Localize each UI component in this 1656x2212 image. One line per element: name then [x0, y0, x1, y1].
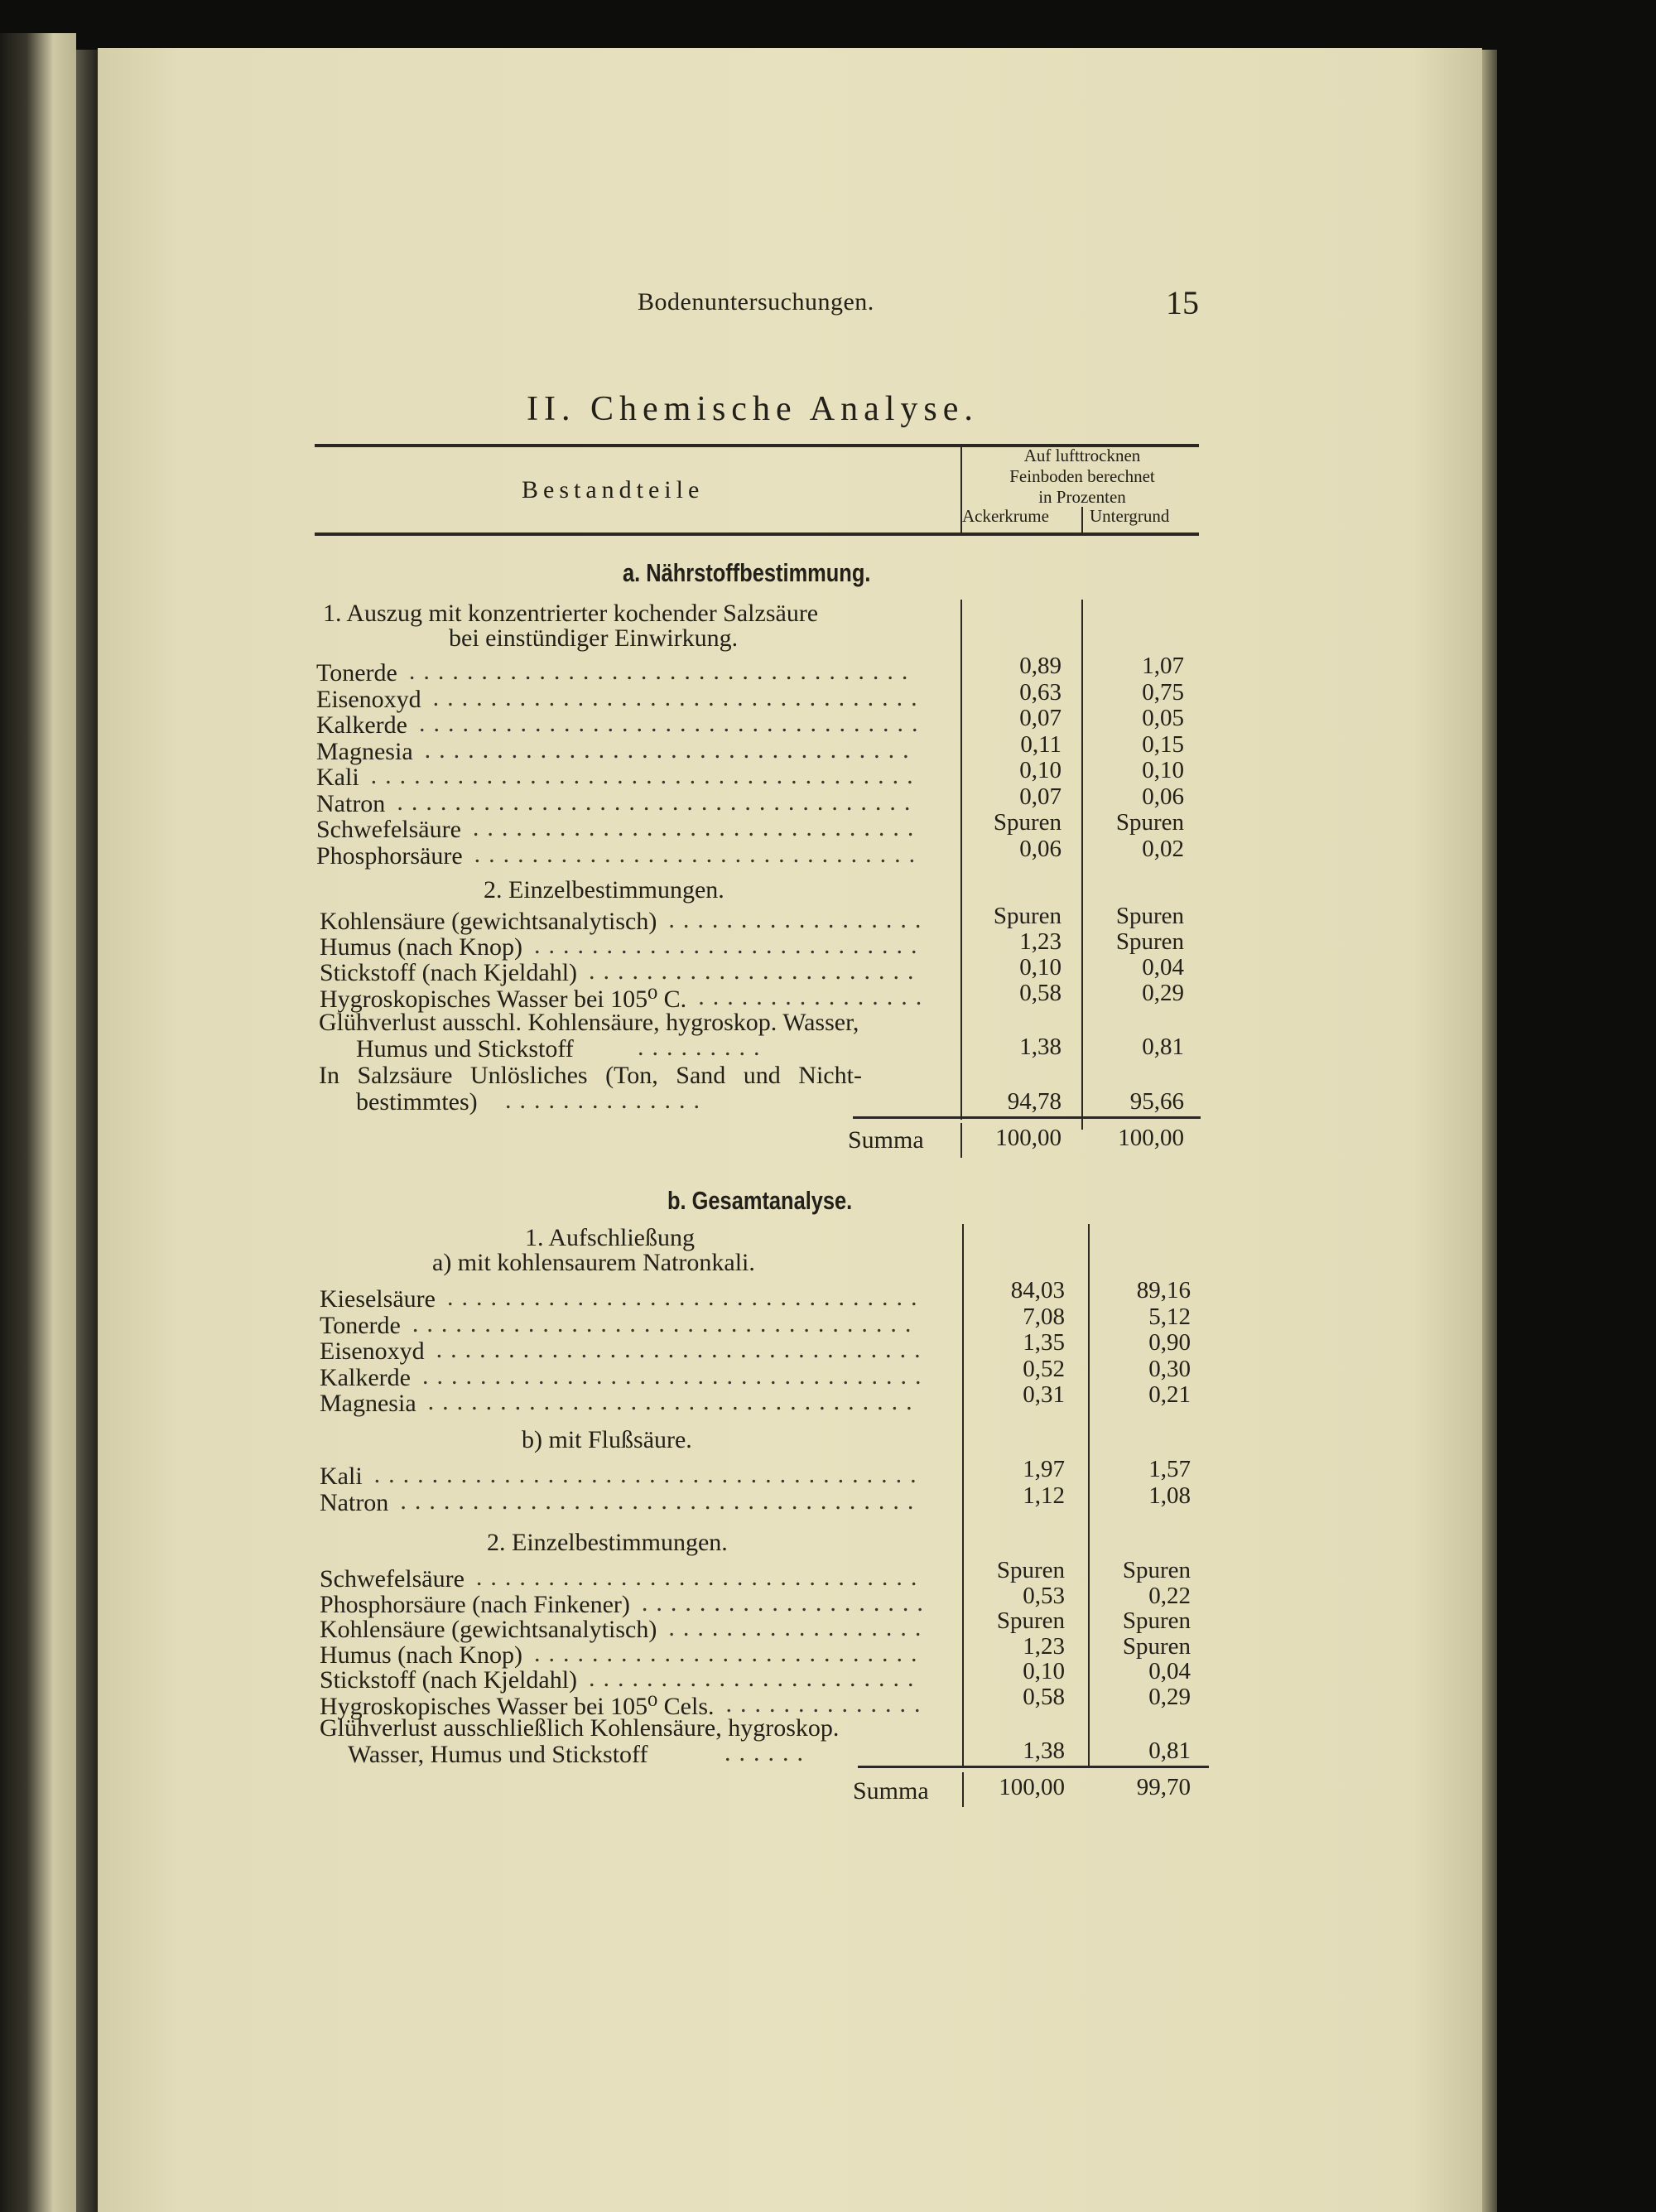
row-label: Humus (nach Knop) — [320, 933, 522, 961]
leader-dots: .................................. — [424, 735, 917, 764]
page-number: 15 — [1166, 284, 1199, 321]
header-col-divider — [1081, 507, 1083, 533]
leader-dots: .............. — [725, 1689, 929, 1718]
value-ackerkrume: Spuren — [996, 1607, 1065, 1634]
header-bestandteile: Bestandteile — [522, 476, 705, 504]
leader-dots: .................................. — [427, 1388, 921, 1415]
part-b-divider-mid — [1088, 1224, 1090, 1767]
row-label: Magnesia — [316, 737, 413, 765]
running-head: Bodenuntersuchungen. — [638, 288, 874, 316]
value-untergrund: 1,07 — [1142, 653, 1184, 679]
value-ackerkrume: 1,35 — [1023, 1329, 1065, 1356]
row-label: Kohlensäure (gewichtsanalytisch) — [320, 1616, 657, 1643]
part-b-title: b. Gesamtanalyse. — [667, 1186, 853, 1215]
value-untergrund: 1,57 — [1148, 1456, 1191, 1482]
part-a-unloeslich-2: bestimmtes) — [356, 1088, 478, 1116]
part-b-divider-left — [962, 1224, 964, 1767]
value-untergrund: 0,22 — [1148, 1582, 1191, 1609]
part-a-gluehverlust-acker: 1,38 — [1019, 1034, 1061, 1060]
part-b-gluehverlust-2: Wasser, Humus und Stickstoff — [348, 1741, 648, 1768]
value-ackerkrume: 0,89 — [1019, 653, 1061, 679]
value-ackerkrume: 0,58 — [1023, 1683, 1065, 1710]
leader-dots: ................................... — [418, 710, 927, 737]
value-ackerkrume: 0,07 — [1019, 783, 1061, 810]
leader-dots: .................................. — [436, 1336, 929, 1363]
value-untergrund: 0,04 — [1142, 954, 1184, 981]
leader-dots: ...... — [724, 1739, 811, 1766]
part-a-summa-acker: 100,00 — [995, 1125, 1061, 1151]
row-label: Kalkerde — [320, 1363, 411, 1391]
value-ackerkrume: 0,10 — [1023, 1658, 1065, 1684]
value-untergrund: Spuren — [1115, 928, 1184, 955]
part-b-summa-rule — [858, 1766, 1209, 1768]
value-ackerkrume: 7,08 — [1023, 1303, 1065, 1330]
leader-dots: .................. — [668, 906, 930, 933]
value-ackerkrume: Spuren — [996, 1557, 1065, 1583]
row-label: Kieselsäure — [320, 1285, 436, 1313]
value-untergrund: 0,30 — [1148, 1355, 1191, 1382]
row-label: Magnesia — [320, 1390, 416, 1417]
value-untergrund: 1,08 — [1148, 1482, 1191, 1509]
part-b-summa-label: Summa — [853, 1777, 929, 1805]
value-untergrund: 0,29 — [1148, 1683, 1191, 1710]
leader-dots: ...................................... — [370, 762, 922, 789]
value-ackerkrume: 1,23 — [1019, 928, 1061, 955]
value-ackerkrume: 0,10 — [1019, 757, 1061, 783]
part-b-gluehverlust-acker: 1,38 — [1023, 1737, 1065, 1764]
value-ackerkrume: Spuren — [993, 809, 1061, 836]
leader-dots: ................................. — [446, 1284, 926, 1311]
part-a-gluehverlust-2: Humus und Stickstoff — [356, 1035, 574, 1063]
header-basis — [965, 446, 1199, 508]
leader-dots: ................................... — [421, 1361, 930, 1390]
part-a-group1-title-1: 1. Auszug mit konzentrierter kochender Salzsäure — [323, 600, 819, 627]
value-ackerkrume: 0,06 — [1019, 835, 1061, 862]
part-b-group1-title: 1. Aufschließung — [525, 1224, 695, 1251]
value-untergrund: 0,06 — [1142, 783, 1184, 810]
leader-dots: .................... — [641, 1588, 932, 1617]
row-label: Stickstoff (nach Kjeldahl) — [320, 959, 578, 986]
part-b-gluehverlust-unter: 0,81 — [1148, 1737, 1191, 1764]
header-basis-line2: Feinboden berechnet — [1009, 466, 1155, 486]
header-basis-line3: in Prozenten — [1038, 487, 1126, 507]
leader-dots: .................................... — [400, 1487, 922, 1515]
part-a-gluehverlust-unter: 0,81 — [1142, 1034, 1184, 1060]
value-untergrund: 89,16 — [1136, 1277, 1191, 1304]
row-label: Humus (nach Knop) — [320, 1641, 522, 1669]
leader-dots: ......... — [638, 1034, 768, 1061]
header-col-untergrund: Untergrund — [1090, 506, 1170, 526]
value-ackerkrume: 1,97 — [1023, 1456, 1065, 1482]
part-b-group1a-title: a) mit kohlensaurem Natronkali. — [432, 1249, 755, 1276]
value-untergrund: 0,21 — [1148, 1381, 1191, 1408]
row-label: Hygroskopisches Wasser bei 105⁰ Cels. — [320, 1692, 715, 1720]
row-label: Kalkerde — [316, 711, 407, 739]
value-ackerkrume: 1,12 — [1023, 1482, 1065, 1509]
part-b-group2-title: 2. Einzelbestimmungen. — [487, 1529, 728, 1556]
row-label: Eisenoxyd — [320, 1337, 425, 1365]
row-label: Tonerde — [320, 1311, 401, 1339]
leader-dots: ............................... — [474, 840, 924, 868]
value-ackerkrume: Spuren — [993, 903, 1061, 929]
value-untergrund: Spuren — [1122, 1632, 1191, 1660]
part-b-summa-divider — [962, 1772, 964, 1807]
row-label: Tonerde — [316, 659, 397, 687]
leader-dots: ............................... — [475, 1564, 926, 1591]
value-ackerkrume: 0,07 — [1019, 705, 1061, 731]
value-untergrund: 0,05 — [1142, 705, 1184, 731]
part-b-summa-acker: 100,00 — [999, 1774, 1065, 1800]
leader-dots: .................. — [668, 1614, 930, 1641]
part-a-unloeslich-unter: 95,66 — [1129, 1088, 1184, 1115]
row-label: Eisenoxyd — [316, 685, 421, 713]
value-untergrund: Spuren — [1115, 809, 1184, 836]
row-label: Schwefelsäure — [320, 1565, 465, 1593]
value-untergrund: Spuren — [1122, 1557, 1191, 1583]
leader-dots: ................................... — [408, 658, 917, 685]
book-page — [98, 48, 1482, 2212]
part-a-unloeslich-acker: 94,78 — [1007, 1088, 1061, 1115]
header-basis-line1: Auf lufttrocknen — [1023, 446, 1141, 465]
value-untergrund: 5,12 — [1148, 1303, 1191, 1330]
table-header-bottom-rule — [315, 533, 1199, 536]
part-b-gluehverlust-1: Glühverlust ausschließlich Kohlensäure, hygroskop. — [320, 1714, 840, 1742]
row-label: Kali — [316, 764, 359, 791]
value-ackerkrume: 0,58 — [1019, 980, 1061, 1006]
row-label: Hygroskopisches Wasser bei 105⁰ C. — [320, 986, 687, 1013]
value-ackerkrume: 0,53 — [1023, 1582, 1065, 1609]
value-untergrund: 0,75 — [1142, 678, 1184, 706]
value-ackerkrume: 1,23 — [1023, 1632, 1065, 1660]
leader-dots: ................ — [698, 983, 931, 1010]
value-untergrund: 0,29 — [1142, 980, 1184, 1006]
part-a-summa-label: Summa — [848, 1126, 924, 1154]
part-a-summa-unter: 100,00 — [1118, 1125, 1184, 1151]
row-label: Natron — [320, 1488, 389, 1516]
page-edge-right — [1482, 50, 1497, 2212]
value-ackerkrume: 0,52 — [1023, 1355, 1065, 1382]
part-b-summa-unter: 99,70 — [1136, 1774, 1191, 1800]
leader-dots: .............. — [505, 1087, 708, 1114]
value-untergrund: 0,90 — [1148, 1329, 1191, 1356]
value-ackerkrume: 0,63 — [1019, 678, 1061, 706]
row-label: Natron — [316, 789, 386, 817]
part-a-group2-title: 2. Einzelbestimmungen. — [484, 876, 724, 904]
row-label: Phosphorsäure — [316, 841, 463, 870]
part-a-unloeslich-1: In Salzsäure Unlösliches (Ton, Sand und Nicht- — [319, 1062, 862, 1089]
part-a-group1-title-2: bei einstündiger Einwirkung. — [449, 624, 739, 652]
leader-dots: .................................. — [432, 683, 926, 711]
part-a-summa-rule — [853, 1116, 1201, 1119]
leader-dots: ............................... — [472, 814, 922, 841]
value-ackerkrume: 0,11 — [1020, 730, 1061, 758]
leader-dots: ....................... — [589, 957, 922, 985]
value-ackerkrume: 84,03 — [1010, 1277, 1065, 1304]
row-label: Phosphorsäure (nach Finkener) — [320, 1590, 630, 1618]
leader-dots: ...................................... — [373, 1461, 925, 1488]
leader-dots: ....................... — [589, 1665, 922, 1692]
value-untergrund: 0,02 — [1142, 835, 1184, 862]
part-a-title: a. Nährstoffbestimmung. — [623, 558, 871, 587]
header-col-ackerkrume: Ackerkrume — [962, 506, 1049, 526]
value-untergrund: 0,15 — [1142, 730, 1184, 758]
section-title: II. Chemische Analyse. — [527, 390, 979, 428]
row-label: Stickstoff (nach Kjeldahl) — [320, 1666, 578, 1694]
leader-dots: ................................... — [412, 1309, 920, 1337]
value-ackerkrume: 0,31 — [1023, 1381, 1065, 1408]
part-a-gluehverlust-1: Glühverlust ausschl. Kohlensäure, hygroskop. Wasser, — [319, 1009, 859, 1036]
row-label: Schwefelsäure — [316, 816, 461, 843]
leader-dots: .................................... — [397, 788, 919, 816]
value-ackerkrume: 0,10 — [1019, 954, 1061, 981]
previous-page-edge — [0, 33, 76, 2212]
leader-dots: ........................... — [533, 1639, 926, 1667]
part-a-divider-mid — [1081, 600, 1083, 1130]
leader-dots: ........................... — [533, 932, 926, 959]
value-untergrund: 0,10 — [1142, 757, 1184, 783]
part-b-group1b-title: b) mit Flußsäure. — [522, 1426, 692, 1453]
value-untergrund: 0,04 — [1148, 1658, 1191, 1684]
value-untergrund: Spuren — [1115, 903, 1184, 929]
value-untergrund: Spuren — [1122, 1607, 1191, 1634]
row-label: Kohlensäure (gewichtsanalytisch) — [320, 908, 657, 935]
row-label: Kali — [320, 1463, 363, 1490]
